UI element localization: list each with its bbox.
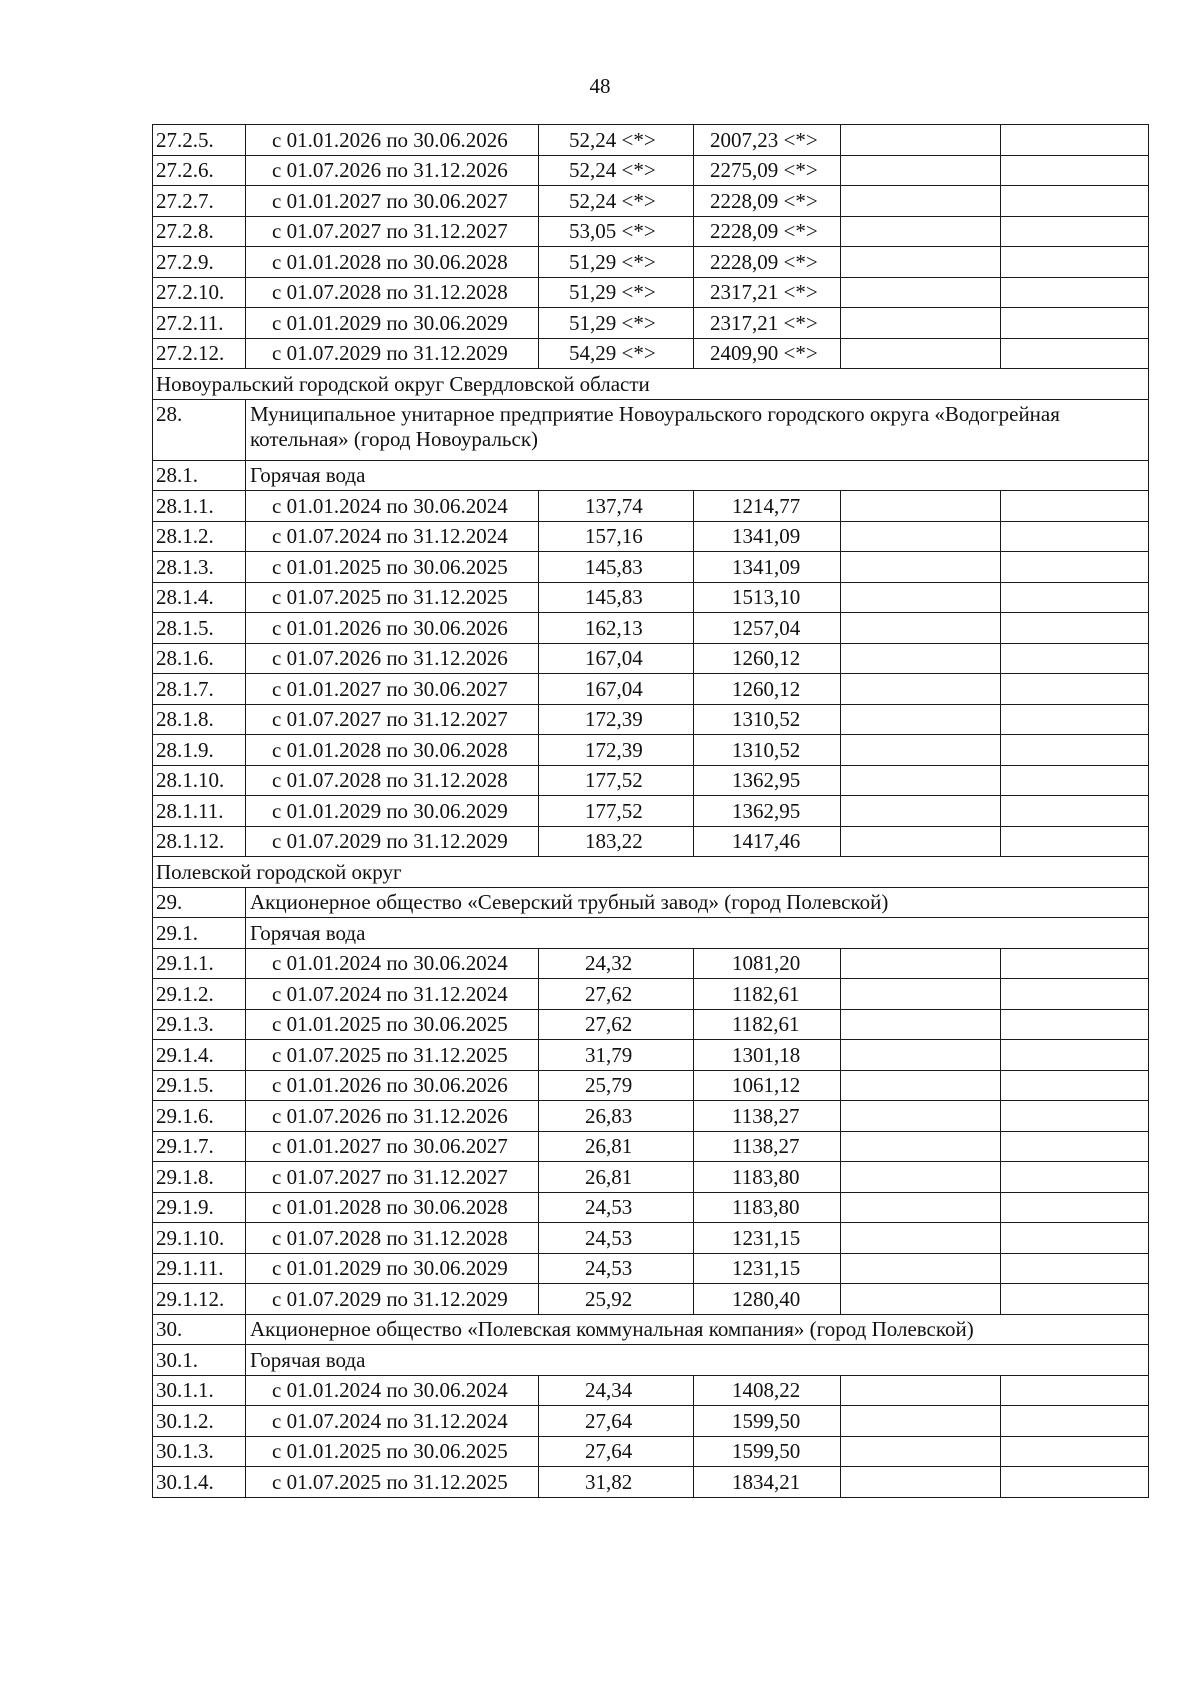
value-1-cell: 52,24 <*>: [539, 155, 694, 186]
value-4-cell: [1001, 1436, 1149, 1467]
organization-row: [153, 399, 1149, 460]
table-row: [153, 1192, 1149, 1223]
row-number-cell: 30.1.: [153, 1345, 246, 1376]
organization-row: [153, 1314, 1149, 1345]
value-2-cell: 1183,80: [694, 1192, 841, 1223]
period-cell: с 01.07.2024 по 31.12.2024: [246, 979, 539, 1010]
value-3-cell: [841, 1223, 1001, 1254]
value-4-cell: [1001, 704, 1149, 735]
row-number-cell: 29.1.5.: [153, 1070, 246, 1101]
row-number-cell: 29.1.4.: [153, 1040, 246, 1071]
value-2-cell: 1341,09: [694, 521, 841, 552]
value-1-cell: 157,16: [539, 521, 694, 552]
period-cell: с 01.07.2027 по 31.12.2027: [246, 216, 539, 247]
row-number-cell: 28.1.9.: [153, 735, 246, 766]
period-cell: с 01.07.2029 по 31.12.2029: [246, 826, 539, 857]
value-2-cell: 2228,09 <*>: [694, 247, 841, 278]
organization-row: [153, 1345, 1149, 1376]
period-cell: с 01.01.2029 по 30.06.2029: [246, 1253, 539, 1284]
table-row: [153, 704, 1149, 735]
row-number-cell: 29.1.1.: [153, 948, 246, 979]
value-4-cell: [1001, 1284, 1149, 1315]
value-1-cell: 27,62: [539, 979, 694, 1010]
value-2-cell: 1257,04: [694, 613, 841, 644]
value-2-cell: 1834,21: [694, 1467, 841, 1498]
table-row: [153, 979, 1149, 1010]
organization-title-cell: Акционерное общество «Полевская коммунальная компания» (город Полевской): [246, 1314, 1149, 1345]
period-cell: с 01.01.2029 по 30.06.2029: [246, 796, 539, 827]
period-cell: с 01.07.2027 по 31.12.2027: [246, 1162, 539, 1193]
value-1-cell: 26,83: [539, 1101, 694, 1132]
value-4-cell: [1001, 1070, 1149, 1101]
value-3-cell: [841, 552, 1001, 583]
table-row: [153, 643, 1149, 674]
period-cell: с 01.01.2028 по 30.06.2028: [246, 1192, 539, 1223]
value-4-cell: [1001, 979, 1149, 1010]
table-row: [153, 1009, 1149, 1040]
value-3-cell: [841, 277, 1001, 308]
row-number-cell: 29.: [153, 887, 246, 918]
row-number-cell: 27.2.8.: [153, 216, 246, 247]
row-number-cell: 28.1.3.: [153, 552, 246, 583]
value-4-cell: [1001, 186, 1149, 217]
table-row: [153, 247, 1149, 278]
row-number-cell: 30.1.4.: [153, 1467, 246, 1498]
row-number-cell: 28.1.2.: [153, 521, 246, 552]
value-2-cell: 2007,23 <*>: [694, 125, 841, 156]
value-2-cell: 1231,15: [694, 1223, 841, 1254]
value-2-cell: 1417,46: [694, 826, 841, 857]
value-4-cell: [1001, 826, 1149, 857]
value-1-cell: 24,32: [539, 948, 694, 979]
value-1-cell: 137,74: [539, 491, 694, 522]
value-4-cell: [1001, 1253, 1149, 1284]
value-4-cell: [1001, 1040, 1149, 1071]
value-3-cell: [841, 1253, 1001, 1284]
value-1-cell: 54,29 <*>: [539, 338, 694, 369]
value-4-cell: [1001, 1162, 1149, 1193]
value-3-cell: [841, 521, 1001, 552]
value-3-cell: [841, 735, 1001, 766]
table-row: [153, 277, 1149, 308]
value-1-cell: 162,13: [539, 613, 694, 644]
organization-row: [153, 918, 1149, 949]
row-number-cell: 27.2.12.: [153, 338, 246, 369]
value-3-cell: [841, 491, 1001, 522]
value-2-cell: 1301,18: [694, 1040, 841, 1071]
period-cell: с 01.01.2025 по 30.06.2025: [246, 1436, 539, 1467]
row-number-cell: 30.: [153, 1314, 246, 1345]
region-row: [153, 857, 1149, 888]
value-4-cell: [1001, 1223, 1149, 1254]
period-cell: с 01.01.2024 по 30.06.2024: [246, 948, 539, 979]
value-1-cell: 27,64: [539, 1406, 694, 1437]
value-3-cell: [841, 1192, 1001, 1223]
value-2-cell: 1408,22: [694, 1375, 841, 1406]
table-row: [153, 735, 1149, 766]
table-row: [153, 1467, 1149, 1498]
row-number-cell: 28.1.12.: [153, 826, 246, 857]
value-4-cell: [1001, 155, 1149, 186]
table-row: [153, 308, 1149, 339]
table-row: [153, 582, 1149, 613]
value-2-cell: 1183,80: [694, 1162, 841, 1193]
table-row: [153, 1284, 1149, 1315]
table-row: [153, 1131, 1149, 1162]
value-3-cell: [841, 674, 1001, 705]
period-cell: с 01.01.2027 по 30.06.2027: [246, 674, 539, 705]
row-number-cell: 28.1.7.: [153, 674, 246, 705]
table-row: [153, 216, 1149, 247]
value-3-cell: [841, 796, 1001, 827]
value-2-cell: 1138,27: [694, 1131, 841, 1162]
value-1-cell: 167,04: [539, 643, 694, 674]
value-2-cell: 1182,61: [694, 1009, 841, 1040]
table-row: [153, 1162, 1149, 1193]
value-4-cell: [1001, 1375, 1149, 1406]
value-4-cell: [1001, 552, 1149, 583]
period-cell: с 01.07.2025 по 31.12.2025: [246, 1040, 539, 1071]
table-row: [153, 948, 1149, 979]
period-cell: с 01.07.2026 по 31.12.2026: [246, 1101, 539, 1132]
period-cell: с 01.07.2029 по 31.12.2029: [246, 1284, 539, 1315]
value-4-cell: [1001, 1131, 1149, 1162]
period-cell: с 01.07.2028 по 31.12.2028: [246, 277, 539, 308]
row-number-cell: 29.1.: [153, 918, 246, 949]
table-row: [153, 552, 1149, 583]
value-3-cell: [841, 1467, 1001, 1498]
row-number-cell: 28.1.: [153, 460, 246, 491]
table-row: [153, 1070, 1149, 1101]
value-4-cell: [1001, 613, 1149, 644]
value-4-cell: [1001, 796, 1149, 827]
value-4-cell: [1001, 1406, 1149, 1437]
value-2-cell: 1599,50: [694, 1406, 841, 1437]
value-1-cell: 51,29 <*>: [539, 308, 694, 339]
value-4-cell: [1001, 1192, 1149, 1223]
value-2-cell: 2228,09 <*>: [694, 216, 841, 247]
value-1-cell: 172,39: [539, 704, 694, 735]
value-1-cell: 31,82: [539, 1467, 694, 1498]
organization-row: [153, 887, 1149, 918]
value-1-cell: 24,53: [539, 1223, 694, 1254]
row-number-cell: 27.2.5.: [153, 125, 246, 156]
value-3-cell: [841, 1284, 1001, 1315]
value-1-cell: 26,81: [539, 1162, 694, 1193]
row-number-cell: 29.1.8.: [153, 1162, 246, 1193]
row-number-cell: 27.2.11.: [153, 308, 246, 339]
value-1-cell: 145,83: [539, 582, 694, 613]
period-cell: с 01.07.2024 по 31.12.2024: [246, 1406, 539, 1437]
value-1-cell: 177,52: [539, 765, 694, 796]
value-3-cell: [841, 643, 1001, 674]
value-3-cell: [841, 1436, 1001, 1467]
row-number-cell: 27.2.6.: [153, 155, 246, 186]
value-2-cell: 2317,21 <*>: [694, 277, 841, 308]
organization-title-cell: Акционерное общество «Северский трубный завод» (город Полевской): [246, 887, 1149, 918]
row-number-cell: 30.1.3.: [153, 1436, 246, 1467]
value-3-cell: [841, 308, 1001, 339]
region-title-cell: Полевской городской округ: [153, 857, 1149, 888]
value-1-cell: 51,29 <*>: [539, 277, 694, 308]
value-1-cell: 167,04: [539, 674, 694, 705]
value-3-cell: [841, 338, 1001, 369]
table-row: [153, 338, 1149, 369]
period-cell: с 01.01.2024 по 30.06.2024: [246, 491, 539, 522]
value-1-cell: 26,81: [539, 1131, 694, 1162]
row-number-cell: 29.1.2.: [153, 979, 246, 1010]
value-3-cell: [841, 1131, 1001, 1162]
row-number-cell: 28.1.5.: [153, 613, 246, 644]
organization-title-cell: Горячая вода: [246, 918, 1149, 949]
value-3-cell: [841, 247, 1001, 278]
row-number-cell: 28.: [153, 399, 246, 460]
value-3-cell: [841, 155, 1001, 186]
table-row: [153, 155, 1149, 186]
period-cell: с 01.07.2028 по 31.12.2028: [246, 765, 539, 796]
value-2-cell: 1280,40: [694, 1284, 841, 1315]
value-3-cell: [841, 948, 1001, 979]
value-1-cell: 51,29 <*>: [539, 247, 694, 278]
value-3-cell: [841, 1101, 1001, 1132]
value-1-cell: 27,64: [539, 1436, 694, 1467]
value-2-cell: 1182,61: [694, 979, 841, 1010]
row-number-cell: 27.2.10.: [153, 277, 246, 308]
value-2-cell: 1341,09: [694, 552, 841, 583]
value-4-cell: [1001, 277, 1149, 308]
value-4-cell: [1001, 765, 1149, 796]
value-4-cell: [1001, 1009, 1149, 1040]
value-1-cell: 25,79: [539, 1070, 694, 1101]
value-4-cell: [1001, 216, 1149, 247]
period-cell: с 01.01.2027 по 30.06.2027: [246, 186, 539, 217]
table-row: [153, 613, 1149, 644]
row-number-cell: 29.1.7.: [153, 1131, 246, 1162]
value-4-cell: [1001, 1467, 1149, 1498]
period-cell: с 01.01.2028 по 30.06.2028: [246, 735, 539, 766]
period-cell: с 01.01.2026 по 30.06.2026: [246, 1070, 539, 1101]
table-row: [153, 521, 1149, 552]
value-3-cell: [841, 125, 1001, 156]
table-row: [153, 491, 1149, 522]
value-3-cell: [841, 1009, 1001, 1040]
value-1-cell: 24,34: [539, 1375, 694, 1406]
value-3-cell: [841, 1040, 1001, 1071]
table-row: [153, 1375, 1149, 1406]
row-number-cell: 29.1.6.: [153, 1101, 246, 1132]
table-row: [153, 1101, 1149, 1132]
value-4-cell: [1001, 582, 1149, 613]
value-1-cell: 53,05 <*>: [539, 216, 694, 247]
value-1-cell: 27,62: [539, 1009, 694, 1040]
value-2-cell: 1081,20: [694, 948, 841, 979]
row-number-cell: 28.1.10.: [153, 765, 246, 796]
value-3-cell: [841, 613, 1001, 644]
value-3-cell: [841, 826, 1001, 857]
value-4-cell: [1001, 338, 1149, 369]
organization-title-cell: Горячая вода: [246, 460, 1149, 491]
value-3-cell: [841, 1162, 1001, 1193]
value-2-cell: 1061,12: [694, 1070, 841, 1101]
row-number-cell: 29.1.3.: [153, 1009, 246, 1040]
value-4-cell: [1001, 674, 1149, 705]
value-4-cell: [1001, 735, 1149, 766]
row-number-cell: 27.2.9.: [153, 247, 246, 278]
table-row: [153, 674, 1149, 705]
page-number: 48: [589, 74, 611, 98]
value-3-cell: [841, 1070, 1001, 1101]
value-2-cell: 1138,27: [694, 1101, 841, 1132]
tariff-table: [152, 124, 1149, 1498]
period-cell: с 01.07.2027 по 31.12.2027: [246, 704, 539, 735]
table-row: [153, 765, 1149, 796]
row-number-cell: 29.1.10.: [153, 1223, 246, 1254]
value-3-cell: [841, 1406, 1001, 1437]
region-row: [153, 369, 1149, 400]
period-cell: с 01.01.2028 по 30.06.2028: [246, 247, 539, 278]
row-number-cell: 28.1.11.: [153, 796, 246, 827]
value-1-cell: 172,39: [539, 735, 694, 766]
row-number-cell: 28.1.6.: [153, 643, 246, 674]
period-cell: с 01.01.2026 по 30.06.2026: [246, 613, 539, 644]
value-1-cell: 31,79: [539, 1040, 694, 1071]
value-1-cell: 145,83: [539, 552, 694, 583]
value-2-cell: 1310,52: [694, 735, 841, 766]
value-4-cell: [1001, 948, 1149, 979]
value-4-cell: [1001, 643, 1149, 674]
value-2-cell: 2409,90 <*>: [694, 338, 841, 369]
value-2-cell: 1260,12: [694, 674, 841, 705]
period-cell: с 01.01.2024 по 30.06.2024: [246, 1375, 539, 1406]
table-row: [153, 1253, 1149, 1284]
row-number-cell: 29.1.11.: [153, 1253, 246, 1284]
value-2-cell: 1231,15: [694, 1253, 841, 1284]
period-cell: с 01.07.2029 по 31.12.2029: [246, 338, 539, 369]
value-4-cell: [1001, 1101, 1149, 1132]
organization-title-cell: Муниципальное унитарное предприятие Новоуральского городского округа «Водогрейная котельная» (город Новоуральск): [246, 399, 1149, 460]
period-cell: с 01.01.2025 по 30.06.2025: [246, 552, 539, 583]
value-2-cell: 1513,10: [694, 582, 841, 613]
value-1-cell: 24,53: [539, 1192, 694, 1223]
period-cell: с 01.01.2025 по 30.06.2025: [246, 1009, 539, 1040]
value-1-cell: 25,92: [539, 1284, 694, 1315]
period-cell: с 01.07.2028 по 31.12.2028: [246, 1223, 539, 1254]
table-row: [153, 1406, 1149, 1437]
period-cell: с 01.07.2026 по 31.12.2026: [246, 155, 539, 186]
value-1-cell: 52,24 <*>: [539, 125, 694, 156]
value-2-cell: 1214,77: [694, 491, 841, 522]
value-2-cell: 1362,95: [694, 765, 841, 796]
value-4-cell: [1001, 491, 1149, 522]
value-3-cell: [841, 979, 1001, 1010]
value-3-cell: [841, 1375, 1001, 1406]
table-row: [153, 826, 1149, 857]
period-cell: с 01.07.2025 по 31.12.2025: [246, 582, 539, 613]
value-4-cell: [1001, 308, 1149, 339]
row-number-cell: 29.1.12.: [153, 1284, 246, 1315]
value-4-cell: [1001, 521, 1149, 552]
value-3-cell: [841, 765, 1001, 796]
region-title-cell: Новоуральский городской округ Свердловской области: [153, 369, 1149, 400]
period-cell: с 01.07.2025 по 31.12.2025: [246, 1467, 539, 1498]
period-cell: с 01.01.2026 по 30.06.2026: [246, 125, 539, 156]
value-2-cell: 2317,21 <*>: [694, 308, 841, 339]
value-2-cell: 1599,50: [694, 1436, 841, 1467]
value-2-cell: 2275,09 <*>: [694, 155, 841, 186]
row-number-cell: 30.1.2.: [153, 1406, 246, 1437]
value-2-cell: 1362,95: [694, 796, 841, 827]
row-number-cell: 29.1.9.: [153, 1192, 246, 1223]
organization-title-cell: Горячая вода: [246, 1345, 1149, 1376]
table-row: [153, 1223, 1149, 1254]
row-number-cell: 28.1.4.: [153, 582, 246, 613]
value-3-cell: [841, 582, 1001, 613]
row-number-cell: 30.1.1.: [153, 1375, 246, 1406]
value-2-cell: 2228,09 <*>: [694, 186, 841, 217]
table-row: [153, 186, 1149, 217]
table-row: [153, 1436, 1149, 1467]
table-row: [153, 125, 1149, 156]
value-1-cell: 177,52: [539, 796, 694, 827]
value-2-cell: 1260,12: [694, 643, 841, 674]
period-cell: с 01.01.2027 по 30.06.2027: [246, 1131, 539, 1162]
period-cell: с 01.07.2026 по 31.12.2026: [246, 643, 539, 674]
row-number-cell: 28.1.8.: [153, 704, 246, 735]
period-cell: с 01.01.2029 по 30.06.2029: [246, 308, 539, 339]
period-cell: с 01.07.2024 по 31.12.2024: [246, 521, 539, 552]
value-3-cell: [841, 704, 1001, 735]
value-4-cell: [1001, 247, 1149, 278]
row-number-cell: 28.1.1.: [153, 491, 246, 522]
value-3-cell: [841, 186, 1001, 217]
row-number-cell: 27.2.7.: [153, 186, 246, 217]
value-1-cell: 183,22: [539, 826, 694, 857]
table-row: [153, 796, 1149, 827]
value-3-cell: [841, 216, 1001, 247]
value-4-cell: [1001, 125, 1149, 156]
value-1-cell: 52,24 <*>: [539, 186, 694, 217]
table-row: [153, 1040, 1149, 1071]
value-1-cell: 24,53: [539, 1253, 694, 1284]
organization-row: [153, 460, 1149, 491]
value-2-cell: 1310,52: [694, 704, 841, 735]
